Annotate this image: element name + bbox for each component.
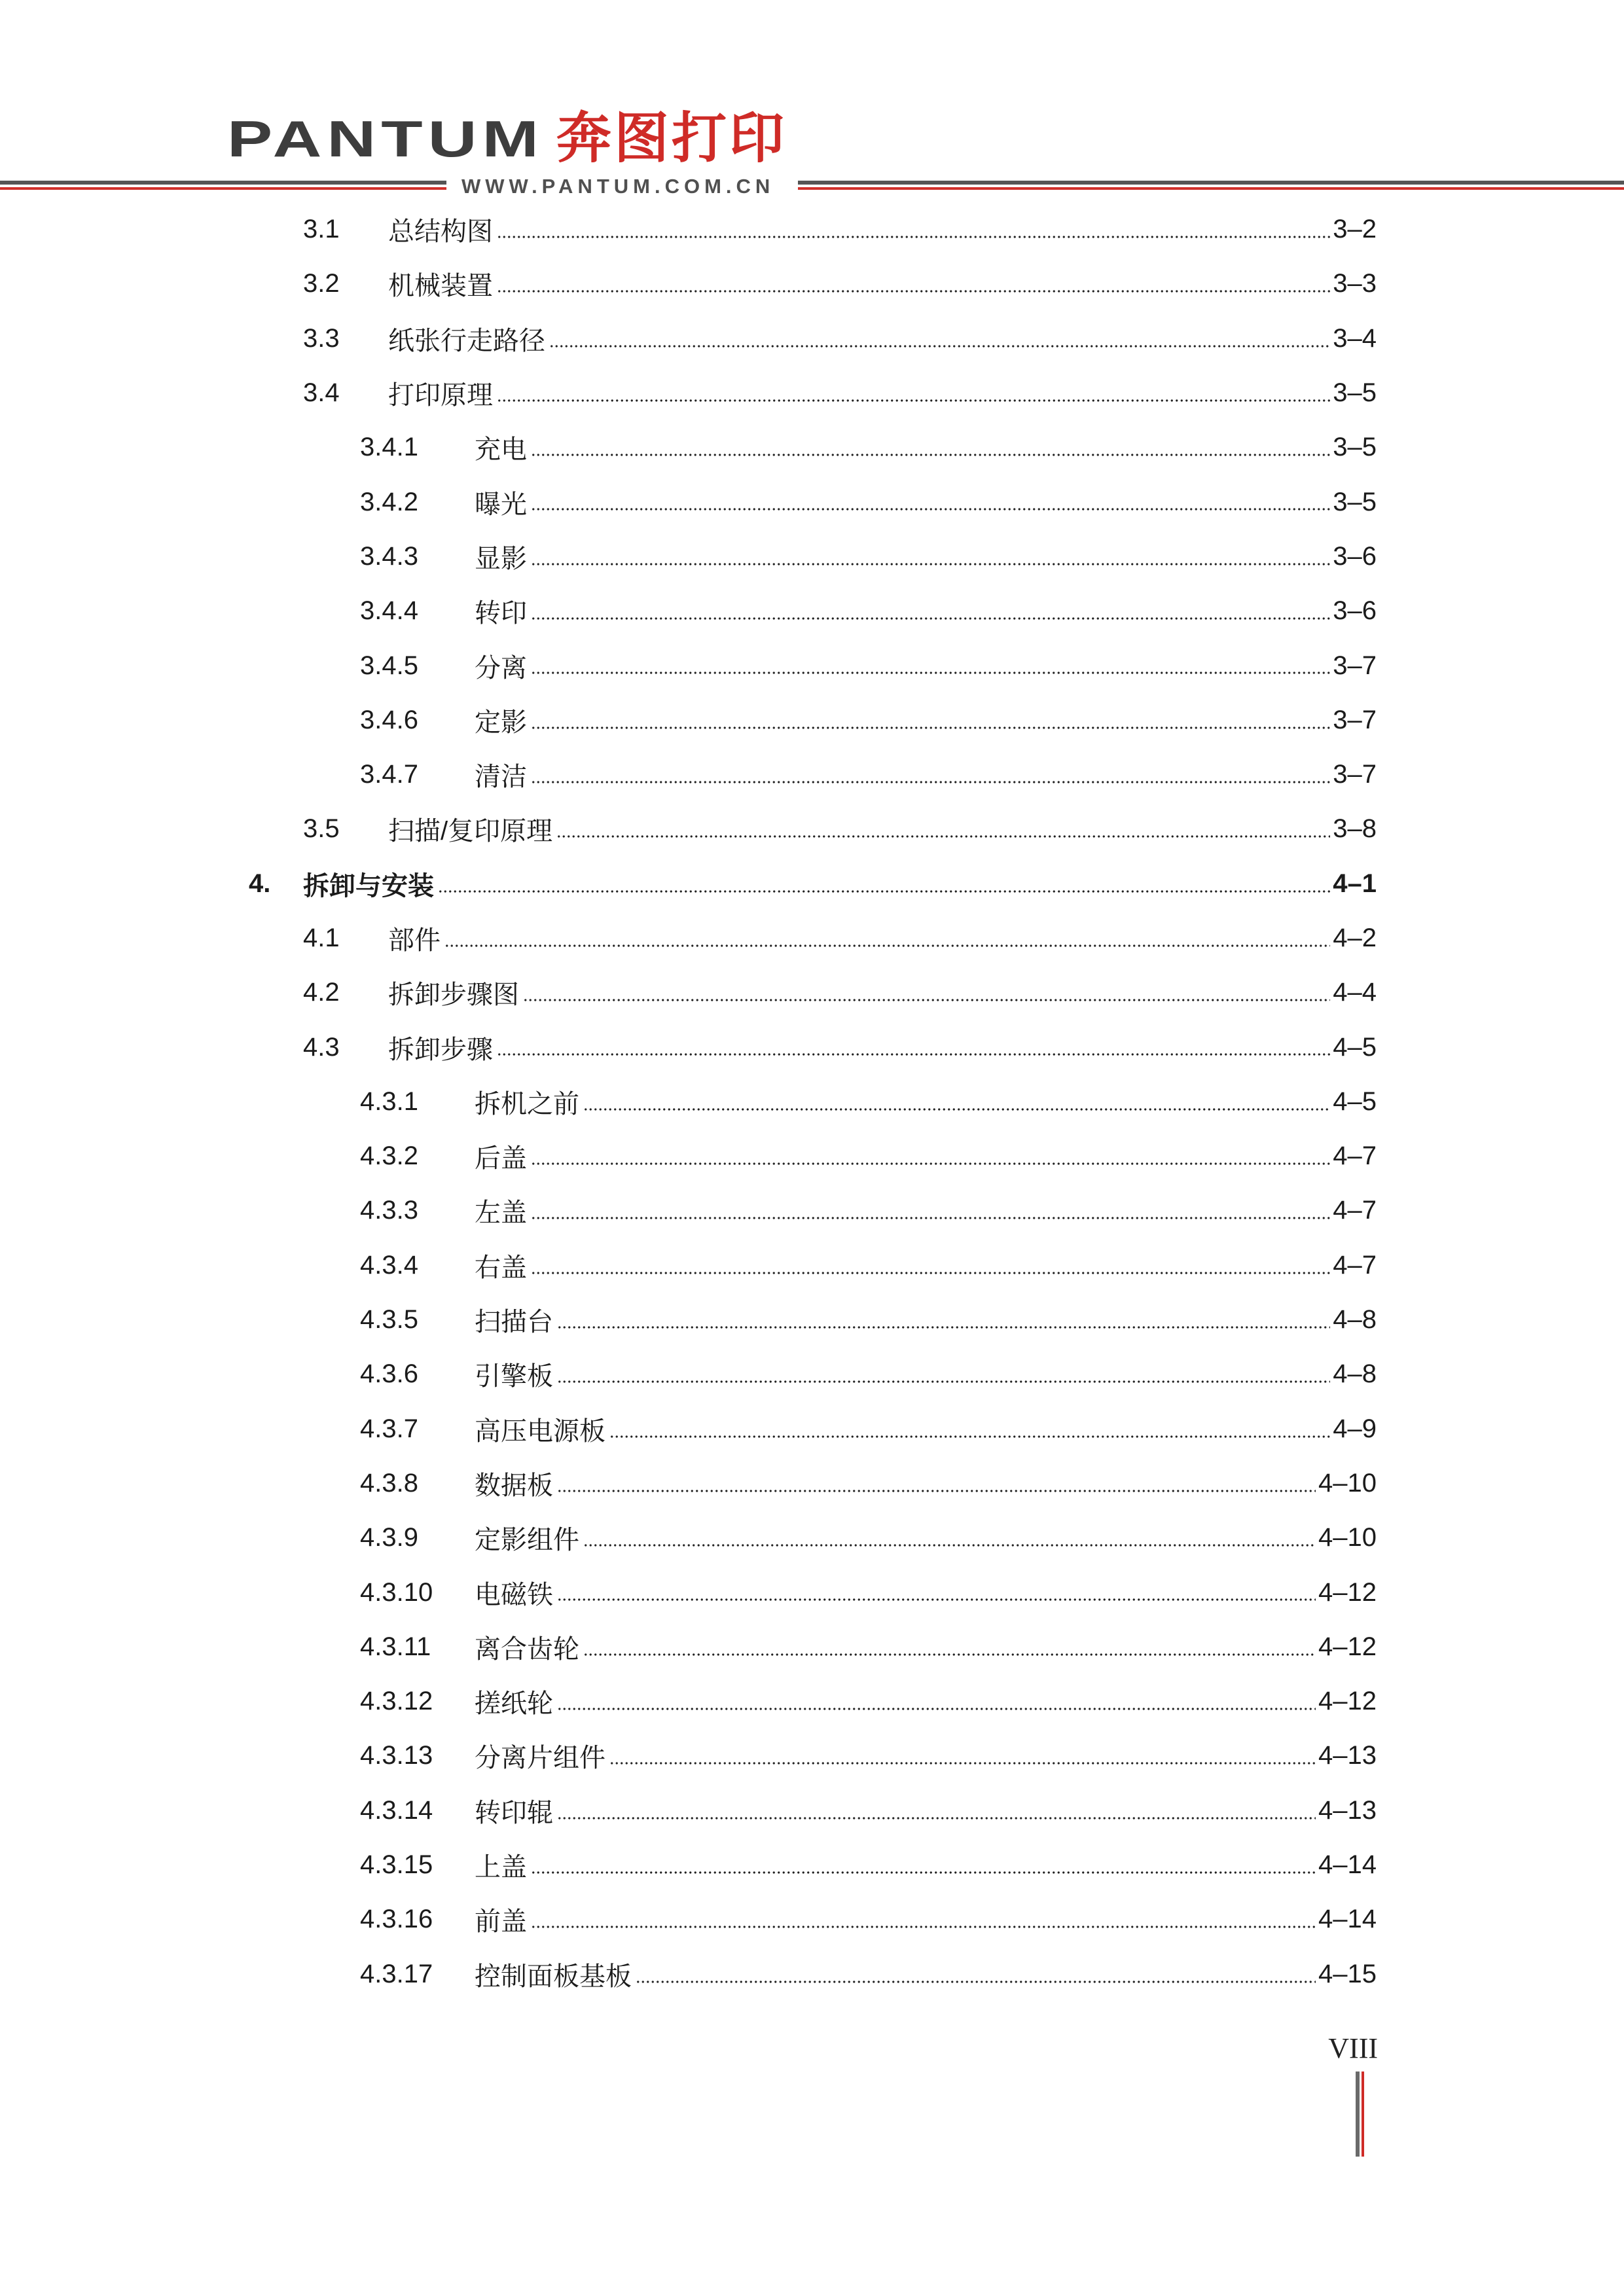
toc-entry-title: 电磁铁	[475, 1580, 553, 1609]
toc-entry-page: 4–12	[1318, 1687, 1377, 1716]
toc-entry-page: 4–12	[1318, 1632, 1377, 1661]
toc-leader-dots	[557, 1565, 1316, 1619]
toc-entry-title: 部件	[388, 926, 441, 955]
toc-entry-title: 数据板	[475, 1471, 553, 1500]
toc-entry[interactable]	[0, 202, 1624, 257]
toc-leader-dots	[557, 1784, 1316, 1838]
toc-entry[interactable]	[0, 1293, 1624, 1347]
toc-entry-number: 3.4.1	[360, 433, 418, 462]
toc-leader-dots	[531, 1129, 1330, 1183]
toc-entry-number: 4.3.13	[360, 1741, 433, 1770]
website-url: WWW.PANTUM.COM.CN	[461, 175, 775, 198]
toc-leader-dots	[557, 1674, 1316, 1729]
toc-leader-dots	[531, 584, 1330, 638]
toc-entry-number: 4.3.14	[360, 1795, 433, 1825]
pantum-logo: PANTUM	[227, 110, 544, 168]
toc-entry[interactable]	[0, 1238, 1624, 1293]
toc-entry[interactable]	[0, 584, 1624, 638]
toc-entry[interactable]	[0, 529, 1624, 584]
toc-leader-dots	[531, 1892, 1316, 1946]
toc-entry-title: 上盖	[475, 1853, 527, 1882]
toc-leader-dots	[556, 802, 1330, 856]
toc-leader-dots	[609, 1402, 1330, 1456]
toc-entry-number: 4.3.6	[360, 1359, 418, 1389]
toc-entry-page: 4–13	[1318, 1741, 1377, 1770]
toc-entry-number: 4.3.4	[360, 1250, 418, 1280]
toc-entry-number: 4.3.10	[360, 1577, 433, 1607]
toc-entry-page: 4–14	[1318, 1850, 1377, 1880]
toc-entry-page: 3–5	[1333, 433, 1377, 462]
toc-entry-page: 4–10	[1318, 1468, 1377, 1498]
toc-entry-number: 4.3.11	[360, 1632, 431, 1661]
toc-leader-dots	[523, 965, 1330, 1020]
toc-entry-number: 4.3.3	[360, 1196, 418, 1225]
toc-leader-dots	[497, 1020, 1330, 1074]
toc-entry-number: 4.3.8	[360, 1468, 418, 1498]
toc-entry[interactable]	[0, 1674, 1624, 1729]
toc-leader-dots	[497, 257, 1330, 311]
toc-leader-dots	[583, 1075, 1330, 1129]
toc-entry[interactable]	[0, 1838, 1624, 1892]
toc-entry[interactable]	[0, 1183, 1624, 1238]
toc-leader-dots	[497, 366, 1330, 420]
toc-entry-page: 4–10	[1318, 1523, 1377, 1552]
toc-entry-page: 3–7	[1333, 651, 1377, 680]
toc-leader-dots	[497, 202, 1330, 257]
toc-entry-number: 3.2	[303, 269, 340, 298]
toc-entry-title: 总结构图	[388, 217, 493, 247]
toc-entry-page: 4–5	[1333, 1086, 1377, 1116]
toc-entry-page: 4–14	[1318, 1905, 1377, 1934]
toc-entry[interactable]	[0, 693, 1624, 747]
toc-entry-title: 控制面板基板	[475, 1962, 632, 1991]
toc-entry-title: 充电	[475, 435, 527, 465]
toc-entry[interactable]	[0, 1620, 1624, 1674]
toc-leader-dots	[557, 1293, 1330, 1347]
toc-entry-title: 离合齿轮	[475, 1634, 579, 1664]
toc-leader-dots	[609, 1729, 1316, 1783]
toc-entry-number: 4.3.7	[360, 1414, 418, 1443]
toc-entry-title: 拆卸与安装	[303, 871, 434, 901]
toc-entry-title: 拆卸步骤图	[388, 980, 519, 1010]
toc-entry[interactable]	[0, 1020, 1624, 1074]
toc-entry-page: 4–8	[1333, 1305, 1377, 1335]
toc-entry[interactable]	[0, 1075, 1624, 1129]
toc-entry-page: 4–4	[1333, 978, 1377, 1007]
toc-entry-title: 曝光	[475, 490, 527, 519]
toc-entry[interactable]	[0, 1784, 1624, 1838]
toc-entry[interactable]	[0, 312, 1624, 366]
header-rule-gray-left	[0, 181, 446, 185]
toc-entry-page: 3–6	[1333, 596, 1377, 626]
toc-entry-page: 3–6	[1333, 541, 1377, 571]
toc-entry-page: 3–8	[1333, 814, 1377, 844]
toc-entry-number: 4.3.9	[360, 1523, 418, 1552]
toc-entry-number: 3.4.5	[360, 651, 418, 680]
toc-entry-title: 扫描台	[475, 1308, 553, 1337]
toc-entry-number: 4.1	[303, 924, 340, 952]
toc-entry[interactable]	[0, 638, 1624, 692]
toc-leader-dots	[549, 312, 1330, 366]
toc-entry-number: 4.3.12	[360, 1687, 433, 1716]
toc-entry-title: 纸张行走路径	[388, 326, 545, 355]
toc-entry[interactable]	[0, 965, 1624, 1020]
toc-leader-dots	[531, 1183, 1330, 1238]
toc-entry-title: 拆机之前	[475, 1089, 579, 1119]
toc-entry-title: 右盖	[475, 1253, 527, 1282]
toc-entry[interactable]	[0, 1729, 1624, 1783]
toc-leader-dots	[531, 693, 1330, 747]
toc-entry[interactable]	[0, 1565, 1624, 1619]
toc-leader-dots	[557, 1347, 1330, 1401]
toc-entry-title: 转印	[475, 599, 527, 628]
toc-entry-number: 4.	[249, 869, 271, 898]
toc-entry-number: 3.4.3	[360, 541, 418, 571]
toc-entry-title: 后盖	[475, 1144, 527, 1174]
toc-entry-number: 4.3.2	[360, 1141, 418, 1171]
toc-leader-dots	[531, 529, 1330, 584]
toc-chapter-entry[interactable]	[0, 857, 1624, 911]
toc-entry-title: 定影	[475, 708, 527, 737]
toc-entry[interactable]	[0, 366, 1624, 420]
toc-entry-title: 打印原理	[388, 381, 493, 410]
toc-entry-page: 4–7	[1333, 1141, 1377, 1171]
toc-entry-page: 4–15	[1318, 1959, 1377, 1988]
toc-entry-page: 4–2	[1333, 924, 1377, 952]
toc-entry-title: 前盖	[475, 1907, 527, 1937]
toc-entry[interactable]	[0, 1511, 1624, 1565]
toc-entry-number: 3.4	[303, 378, 340, 408]
toc-entry[interactable]	[0, 911, 1624, 965]
toc-leader-dots	[531, 1838, 1316, 1892]
toc-entry-title: 扫描/复印原理	[388, 817, 553, 846]
toc-entry-number: 3.5	[303, 814, 340, 844]
toc-entry-page: 3–7	[1333, 705, 1377, 734]
toc-entry-page: 4–8	[1333, 1359, 1377, 1389]
toc-entry-title: 清洁	[475, 762, 527, 792]
toc-entry-number: 3.4.7	[360, 760, 418, 789]
toc-entry-title: 转印辊	[475, 1798, 553, 1827]
toc-entry-page: 4–9	[1333, 1414, 1377, 1443]
toc-leader-dots	[444, 911, 1330, 965]
toc-entry-page: 3–5	[1333, 378, 1377, 408]
toc-leader-dots	[438, 857, 1330, 911]
toc-entry-page: 4–13	[1318, 1795, 1377, 1825]
toc-entry[interactable]	[0, 420, 1624, 475]
toc-entry[interactable]	[0, 802, 1624, 856]
toc-leader-dots	[557, 1456, 1316, 1511]
toc-entry-number: 4.2	[303, 978, 340, 1007]
toc-entry-title: 分离片组件	[475, 1744, 605, 1773]
toc-entry-number: 4.3.17	[360, 1959, 433, 1988]
toc-entry-title: 机械装置	[388, 272, 493, 301]
toc-leader-dots	[531, 638, 1330, 692]
toc-entry-title: 拆卸步骤	[388, 1035, 493, 1064]
toc-entry[interactable]	[0, 475, 1624, 529]
toc-leader-dots	[636, 1947, 1316, 2001]
toc-entry-page: 4–12	[1318, 1577, 1377, 1607]
toc-entry-page: 4–7	[1333, 1196, 1377, 1225]
toc-leader-dots	[531, 420, 1330, 475]
toc-entry-number: 4.3.16	[360, 1905, 433, 1934]
header-rule-red-left	[0, 187, 446, 190]
toc-entry[interactable]	[0, 747, 1624, 802]
footer-bar-gray	[1356, 2072, 1360, 2157]
toc-entry-title: 搓纸轮	[475, 1689, 553, 1719]
toc-entry-title: 定影组件	[475, 1526, 579, 1555]
header-rule-red-right	[798, 187, 1624, 190]
toc-entry-number: 4.3	[303, 1032, 340, 1062]
table-of-contents	[0, 202, 1624, 2001]
toc-entry-number: 3.3	[303, 323, 340, 353]
toc-entry[interactable]	[0, 1892, 1624, 1946]
toc-entry-number: 3.4.2	[360, 487, 418, 516]
toc-entry-number: 4.3.1	[360, 1086, 418, 1116]
toc-entry[interactable]	[0, 257, 1624, 311]
toc-entry[interactable]	[0, 1129, 1624, 1183]
toc-entry-title: 左盖	[475, 1198, 527, 1228]
toc-leader-dots	[583, 1511, 1316, 1565]
toc-entry-number: 3.4.6	[360, 705, 418, 734]
toc-entry-page: 4–7	[1333, 1250, 1377, 1280]
toc-entry[interactable]	[0, 1947, 1624, 2001]
toc-entry-title: 显影	[475, 544, 527, 573]
toc-entry-page: 3–2	[1333, 215, 1377, 244]
toc-leader-dots	[531, 747, 1330, 802]
toc-entry[interactable]	[0, 1402, 1624, 1456]
toc-entry-title: 分离	[475, 653, 527, 683]
brand-name-cn: 奔图打印	[556, 106, 787, 170]
toc-entry-number: 3.1	[303, 215, 340, 244]
page-number: VIII	[1328, 2032, 1378, 2064]
toc-entry-number: 4.3.5	[360, 1305, 418, 1335]
toc-leader-dots	[583, 1620, 1316, 1674]
header-rule-gray-right	[798, 181, 1624, 185]
toc-leader-dots	[531, 1238, 1330, 1293]
toc-entry[interactable]	[0, 1347, 1624, 1401]
footer-bar-red	[1362, 2072, 1364, 2157]
toc-entry[interactable]	[0, 1456, 1624, 1511]
toc-entry-page: 3–5	[1333, 487, 1377, 516]
toc-entry-page: 4–1	[1333, 869, 1377, 898]
toc-entry-title: 高压电源板	[475, 1416, 605, 1446]
toc-entry-number: 3.4.4	[360, 596, 418, 626]
toc-entry-page: 3–7	[1333, 760, 1377, 789]
toc-entry-title: 引擎板	[475, 1362, 553, 1391]
toc-entry-number: 4.3.15	[360, 1850, 433, 1880]
toc-entry-page: 4–5	[1333, 1032, 1377, 1062]
toc-entry-page: 3–3	[1333, 269, 1377, 298]
toc-entry-page: 3–4	[1333, 323, 1377, 353]
toc-leader-dots	[531, 475, 1330, 529]
